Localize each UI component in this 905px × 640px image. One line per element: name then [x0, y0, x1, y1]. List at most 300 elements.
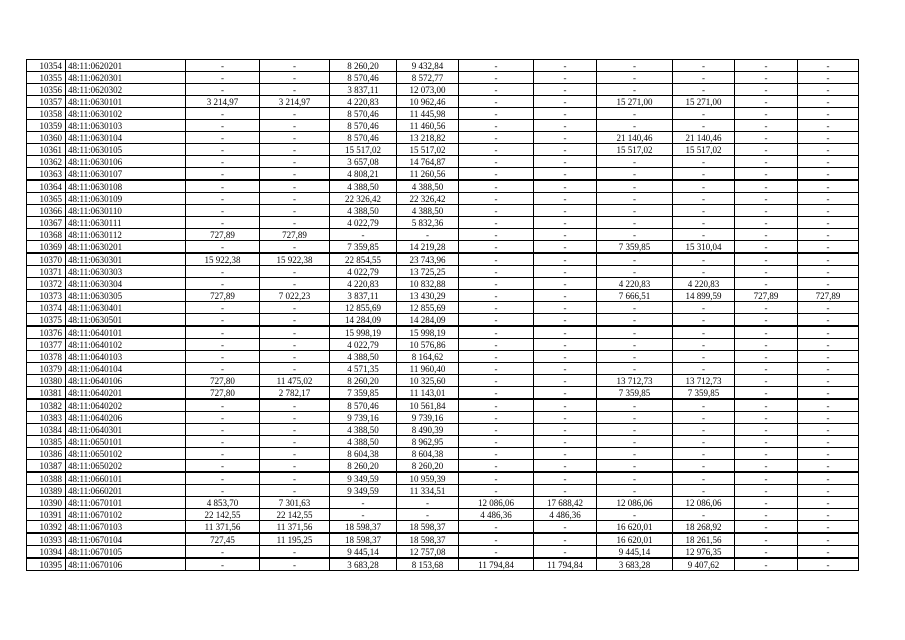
value-cell: -: [260, 412, 330, 424]
value-cell: 4 220,83: [673, 278, 735, 290]
table-row: [27, 108, 859, 120]
value-cell: -: [798, 278, 859, 290]
value-cell: -: [735, 314, 798, 327]
row-number-cell: 10381: [27, 387, 66, 400]
table-row: [27, 72, 859, 84]
value-cell: -: [673, 424, 735, 436]
value-cell: 11 960,40: [397, 363, 459, 375]
cadastral-number-cell: 48:11:0630103: [66, 120, 186, 132]
value-cell: -: [186, 168, 260, 181]
value-cell: -: [735, 168, 798, 181]
table-row: [27, 120, 859, 132]
value-cell: -: [534, 424, 597, 436]
row-number-cell: 10361: [27, 144, 66, 156]
value-cell: -: [534, 217, 597, 229]
cadastral-number-cell: 48:11:0640103: [66, 351, 186, 363]
table-row: [27, 290, 859, 302]
table-row: [27, 509, 859, 521]
value-cell: 13 218,82: [397, 132, 459, 144]
value-cell: -: [459, 399, 534, 412]
value-cell: -: [534, 436, 597, 448]
table-row: [27, 339, 859, 351]
value-cell: -: [459, 229, 534, 241]
value-cell: 12 757,08: [397, 546, 459, 559]
value-cell: -: [735, 472, 798, 485]
value-cell: -: [186, 266, 260, 278]
row-number-cell: 10371: [27, 266, 66, 278]
value-cell: -: [186, 546, 260, 559]
value-cell: -: [735, 436, 798, 448]
value-cell: -: [459, 424, 534, 436]
value-cell: -: [459, 290, 534, 302]
value-cell: -: [673, 351, 735, 363]
cadastral-number-cell: 48:11:0650102: [66, 448, 186, 460]
value-cell: -: [597, 339, 673, 351]
value-cell: -: [798, 253, 859, 266]
value-cell: 727,89: [186, 229, 260, 241]
table-row: [27, 472, 859, 485]
value-cell: -: [260, 546, 330, 559]
value-cell: 10 959,39: [397, 472, 459, 485]
value-cell: -: [735, 497, 798, 509]
value-cell: -: [186, 278, 260, 290]
value-cell: -: [798, 217, 859, 229]
cadastral-number-cell: 48:11:0630102: [66, 108, 186, 120]
table-row: [27, 521, 859, 534]
cadastral-number-cell: 48:11:0670103: [66, 521, 186, 534]
value-cell: -: [673, 193, 735, 205]
value-cell: 9 739,16: [330, 412, 397, 424]
table-row: [27, 253, 859, 266]
row-number-cell: 10355: [27, 72, 66, 84]
value-cell: -: [534, 448, 597, 460]
value-cell: -: [260, 193, 330, 205]
value-cell: -: [459, 351, 534, 363]
row-number-cell: 10354: [27, 60, 66, 72]
value-cell: -: [735, 509, 798, 521]
value-cell: -: [260, 302, 330, 314]
value-cell: 727,89: [186, 290, 260, 302]
value-cell: 14 284,09: [397, 314, 459, 327]
value-cell: 3 683,28: [330, 558, 397, 571]
value-cell: -: [798, 156, 859, 168]
cadastral-number-cell: 48:11:0630106: [66, 156, 186, 168]
row-number-cell: 10393: [27, 533, 66, 546]
value-cell: -: [798, 497, 859, 509]
value-cell: -: [597, 424, 673, 436]
cadastral-number-cell: 48:11:0670102: [66, 509, 186, 521]
value-cell: -: [798, 205, 859, 217]
value-cell: -: [735, 132, 798, 144]
value-cell: -: [798, 168, 859, 181]
value-cell: -: [186, 448, 260, 460]
value-cell: 18 598,37: [330, 533, 397, 546]
value-cell: -: [735, 60, 798, 72]
value-cell: 8 570,46: [330, 72, 397, 84]
value-cell: 15 517,02: [597, 144, 673, 156]
value-cell: 8 604,38: [397, 448, 459, 460]
value-cell: -: [459, 375, 534, 387]
table-row: [27, 485, 859, 497]
cadastral-number-cell: 48:11:0630303: [66, 266, 186, 278]
table-row: [27, 241, 859, 254]
value-cell: -: [673, 339, 735, 351]
value-cell: -: [459, 412, 534, 424]
value-cell: -: [534, 290, 597, 302]
value-cell: -: [735, 485, 798, 497]
value-cell: 3 837,11: [330, 84, 397, 96]
value-cell: -: [534, 533, 597, 546]
value-cell: 15 922,38: [260, 253, 330, 266]
value-cell: -: [534, 253, 597, 266]
row-number-cell: 10391: [27, 509, 66, 521]
value-cell: -: [597, 351, 673, 363]
value-cell: -: [798, 424, 859, 436]
value-cell: -: [534, 399, 597, 412]
cadastral-number-cell: 48:11:0630201: [66, 241, 186, 254]
row-number-cell: 10383: [27, 412, 66, 424]
value-cell: 13 712,73: [597, 375, 673, 387]
value-cell: -: [673, 156, 735, 168]
value-cell: 7 301,63: [260, 497, 330, 509]
value-cell: -: [597, 460, 673, 473]
value-cell: -: [459, 144, 534, 156]
value-cell: -: [186, 84, 260, 96]
table-row: [27, 156, 859, 168]
value-cell: 4 388,50: [397, 180, 459, 193]
value-cell: -: [673, 509, 735, 521]
value-cell: -: [534, 84, 597, 96]
value-cell: -: [260, 363, 330, 375]
value-cell: 12 086,06: [459, 497, 534, 509]
value-cell: -: [597, 193, 673, 205]
value-cell: -: [597, 120, 673, 132]
value-cell: 8 604,38: [330, 448, 397, 460]
value-cell: -: [534, 326, 597, 339]
value-cell: -: [260, 558, 330, 571]
cadastral-number-cell: 48:11:0630305: [66, 290, 186, 302]
value-cell: -: [534, 472, 597, 485]
value-cell: -: [735, 72, 798, 84]
table-row: [27, 302, 859, 314]
value-cell: -: [330, 497, 397, 509]
value-cell: 15 517,02: [673, 144, 735, 156]
value-cell: -: [798, 120, 859, 132]
value-cell: -: [798, 314, 859, 327]
value-cell: -: [186, 120, 260, 132]
cadastral-number-cell: 48:11:0630108: [66, 180, 186, 193]
value-cell: -: [735, 387, 798, 400]
value-cell: -: [597, 253, 673, 266]
value-cell: 12 855,69: [397, 302, 459, 314]
value-cell: -: [673, 108, 735, 120]
value-cell: -: [260, 108, 330, 120]
value-cell: -: [534, 339, 597, 351]
value-cell: -: [735, 412, 798, 424]
value-cell: -: [260, 241, 330, 254]
value-cell: 9 349,59: [330, 485, 397, 497]
value-cell: -: [260, 351, 330, 363]
value-cell: -: [260, 168, 330, 181]
value-cell: -: [459, 205, 534, 217]
value-cell: -: [735, 448, 798, 460]
value-cell: -: [673, 436, 735, 448]
value-cell: -: [597, 180, 673, 193]
value-cell: 11 445,98: [397, 108, 459, 120]
value-cell: -: [534, 485, 597, 497]
row-number-cell: 10370: [27, 253, 66, 266]
value-cell: 18 598,37: [397, 533, 459, 546]
value-cell: 8 153,68: [397, 558, 459, 571]
value-cell: 8 570,46: [330, 108, 397, 120]
value-cell: 3 837,11: [330, 290, 397, 302]
value-cell: -: [735, 302, 798, 314]
value-cell: 7 359,85: [597, 241, 673, 254]
value-cell: -: [459, 363, 534, 375]
value-cell: 16 620,01: [597, 521, 673, 534]
value-cell: -: [735, 253, 798, 266]
value-cell: -: [459, 521, 534, 534]
value-cell: -: [534, 156, 597, 168]
value-cell: 9 407,62: [673, 558, 735, 571]
value-cell: 8 572,77: [397, 72, 459, 84]
value-cell: 10 576,86: [397, 339, 459, 351]
value-cell: -: [798, 375, 859, 387]
value-cell: -: [735, 180, 798, 193]
value-cell: -: [260, 314, 330, 327]
value-cell: -: [735, 120, 798, 132]
cadastral-number-cell: 48:11:0650202: [66, 460, 186, 473]
value-cell: 11 195,25: [260, 533, 330, 546]
table-row: [27, 363, 859, 375]
value-cell: 4 571,35: [330, 363, 397, 375]
value-cell: 11 794,84: [534, 558, 597, 571]
value-cell: -: [260, 278, 330, 290]
value-cell: 11 334,51: [397, 485, 459, 497]
value-cell: 16 620,01: [597, 533, 673, 546]
value-cell: 12 855,69: [330, 302, 397, 314]
value-cell: 9 739,16: [397, 412, 459, 424]
value-cell: -: [260, 436, 330, 448]
value-cell: -: [186, 472, 260, 485]
value-cell: 10 561,84: [397, 399, 459, 412]
value-cell: -: [397, 509, 459, 521]
row-number-cell: 10367: [27, 217, 66, 229]
value-cell: -: [673, 302, 735, 314]
value-cell: 18 598,37: [330, 521, 397, 534]
value-cell: -: [186, 558, 260, 571]
value-cell: 9 349,59: [330, 472, 397, 485]
table-row: [27, 533, 859, 546]
value-cell: 2 782,17: [260, 387, 330, 400]
cadastral-number-cell: 48:11:0630301: [66, 253, 186, 266]
value-cell: -: [735, 339, 798, 351]
value-cell: -: [260, 120, 330, 132]
value-cell: -: [798, 399, 859, 412]
value-cell: -: [798, 132, 859, 144]
row-number-cell: 10356: [27, 84, 66, 96]
value-cell: -: [534, 375, 597, 387]
cadastral-number-cell: 48:11:0630104: [66, 132, 186, 144]
value-cell: -: [534, 144, 597, 156]
value-cell: -: [459, 266, 534, 278]
table-row: [27, 229, 859, 241]
value-cell: -: [735, 144, 798, 156]
value-cell: -: [459, 168, 534, 181]
value-cell: 15 998,19: [397, 326, 459, 339]
value-cell: -: [597, 266, 673, 278]
value-cell: -: [534, 241, 597, 254]
value-cell: -: [397, 497, 459, 509]
row-number-cell: 10390: [27, 497, 66, 509]
value-cell: 4 022,79: [330, 266, 397, 278]
value-cell: -: [597, 60, 673, 72]
row-number-cell: 10372: [27, 278, 66, 290]
cadastral-number-cell: 48:11:0640201: [66, 387, 186, 400]
cadastral-number-cell: 48:11:0620302: [66, 84, 186, 96]
table-row: [27, 424, 859, 436]
value-cell: -: [260, 472, 330, 485]
value-cell: -: [186, 156, 260, 168]
value-cell: -: [260, 326, 330, 339]
value-cell: -: [798, 351, 859, 363]
value-cell: -: [397, 229, 459, 241]
table-row: [27, 460, 859, 473]
value-cell: -: [673, 168, 735, 181]
value-cell: 727,89: [260, 229, 330, 241]
value-cell: 8 490,39: [397, 424, 459, 436]
value-cell: -: [673, 399, 735, 412]
value-cell: -: [260, 132, 330, 144]
value-cell: -: [735, 229, 798, 241]
cadastral-number-cell: 48:11:0630501: [66, 314, 186, 327]
value-cell: -: [534, 546, 597, 559]
value-cell: -: [735, 399, 798, 412]
value-cell: -: [534, 266, 597, 278]
value-cell: 9 445,14: [597, 546, 673, 559]
row-number-cell: 10364: [27, 180, 66, 193]
value-cell: 3 683,28: [597, 558, 673, 571]
value-cell: -: [459, 546, 534, 559]
value-cell: -: [673, 217, 735, 229]
value-cell: -: [673, 120, 735, 132]
value-cell: -: [260, 399, 330, 412]
cadastral-number-cell: 48:11:0640301: [66, 424, 186, 436]
value-cell: -: [798, 472, 859, 485]
value-cell: -: [798, 558, 859, 571]
value-cell: -: [459, 533, 534, 546]
value-cell: 727,89: [798, 290, 859, 302]
value-cell: 4 388,50: [330, 424, 397, 436]
row-number-cell: 10380: [27, 375, 66, 387]
table-row: [27, 546, 859, 559]
value-cell: -: [534, 460, 597, 473]
value-cell: -: [330, 229, 397, 241]
cadastral-number-cell: 48:11:0630101: [66, 96, 186, 108]
value-cell: -: [798, 363, 859, 375]
value-cell: -: [798, 180, 859, 193]
value-cell: 727,45: [186, 533, 260, 546]
value-cell: -: [534, 60, 597, 72]
value-cell: 3 657,08: [330, 156, 397, 168]
value-cell: -: [735, 326, 798, 339]
value-cell: -: [459, 132, 534, 144]
value-cell: 14 219,28: [397, 241, 459, 254]
value-cell: 4 853,70: [186, 497, 260, 509]
cadastral-number-cell: 48:11:0630105: [66, 144, 186, 156]
value-cell: 8 570,46: [330, 399, 397, 412]
row-number-cell: 10386: [27, 448, 66, 460]
value-cell: -: [798, 412, 859, 424]
value-cell: 11 475,02: [260, 375, 330, 387]
value-cell: -: [459, 326, 534, 339]
value-cell: 15 271,00: [673, 96, 735, 108]
value-cell: -: [186, 180, 260, 193]
value-cell: -: [260, 460, 330, 473]
value-cell: -: [260, 424, 330, 436]
value-cell: -: [735, 278, 798, 290]
value-cell: 4 220,83: [330, 96, 397, 108]
value-cell: -: [260, 266, 330, 278]
value-cell: 11 260,56: [397, 168, 459, 181]
table-row: [27, 193, 859, 205]
value-cell: 8 260,20: [397, 460, 459, 473]
value-cell: 18 261,56: [673, 533, 735, 546]
value-cell: 11 460,56: [397, 120, 459, 132]
value-cell: -: [459, 217, 534, 229]
value-cell: -: [597, 108, 673, 120]
value-cell: -: [459, 436, 534, 448]
value-cell: -: [798, 96, 859, 108]
row-number-cell: 10388: [27, 472, 66, 485]
value-cell: -: [597, 509, 673, 521]
value-cell: -: [186, 412, 260, 424]
data-table: [26, 59, 859, 571]
value-cell: -: [597, 363, 673, 375]
row-number-cell: 10365: [27, 193, 66, 205]
value-cell: 7 359,85: [673, 387, 735, 400]
value-cell: 18 268,92: [673, 521, 735, 534]
value-cell: -: [735, 533, 798, 546]
value-cell: -: [186, 193, 260, 205]
value-cell: -: [186, 424, 260, 436]
value-cell: -: [186, 339, 260, 351]
value-cell: 4 022,79: [330, 339, 397, 351]
value-cell: 14 764,87: [397, 156, 459, 168]
value-cell: -: [798, 546, 859, 559]
value-cell: -: [597, 217, 673, 229]
value-cell: 21 140,46: [673, 132, 735, 144]
value-cell: -: [735, 375, 798, 387]
value-cell: 5 832,36: [397, 217, 459, 229]
value-cell: -: [459, 485, 534, 497]
value-cell: -: [260, 485, 330, 497]
table-row: [27, 96, 859, 108]
table-row: [27, 132, 859, 144]
value-cell: -: [459, 180, 534, 193]
value-cell: 13 712,73: [673, 375, 735, 387]
value-cell: -: [186, 302, 260, 314]
value-cell: -: [673, 472, 735, 485]
row-number-cell: 10368: [27, 229, 66, 241]
table-row: [27, 448, 859, 460]
value-cell: 22 326,42: [397, 193, 459, 205]
value-cell: -: [534, 363, 597, 375]
value-cell: 7 022,23: [260, 290, 330, 302]
value-cell: 8 570,46: [330, 120, 397, 132]
value-cell: -: [673, 72, 735, 84]
table-row: [27, 266, 859, 278]
